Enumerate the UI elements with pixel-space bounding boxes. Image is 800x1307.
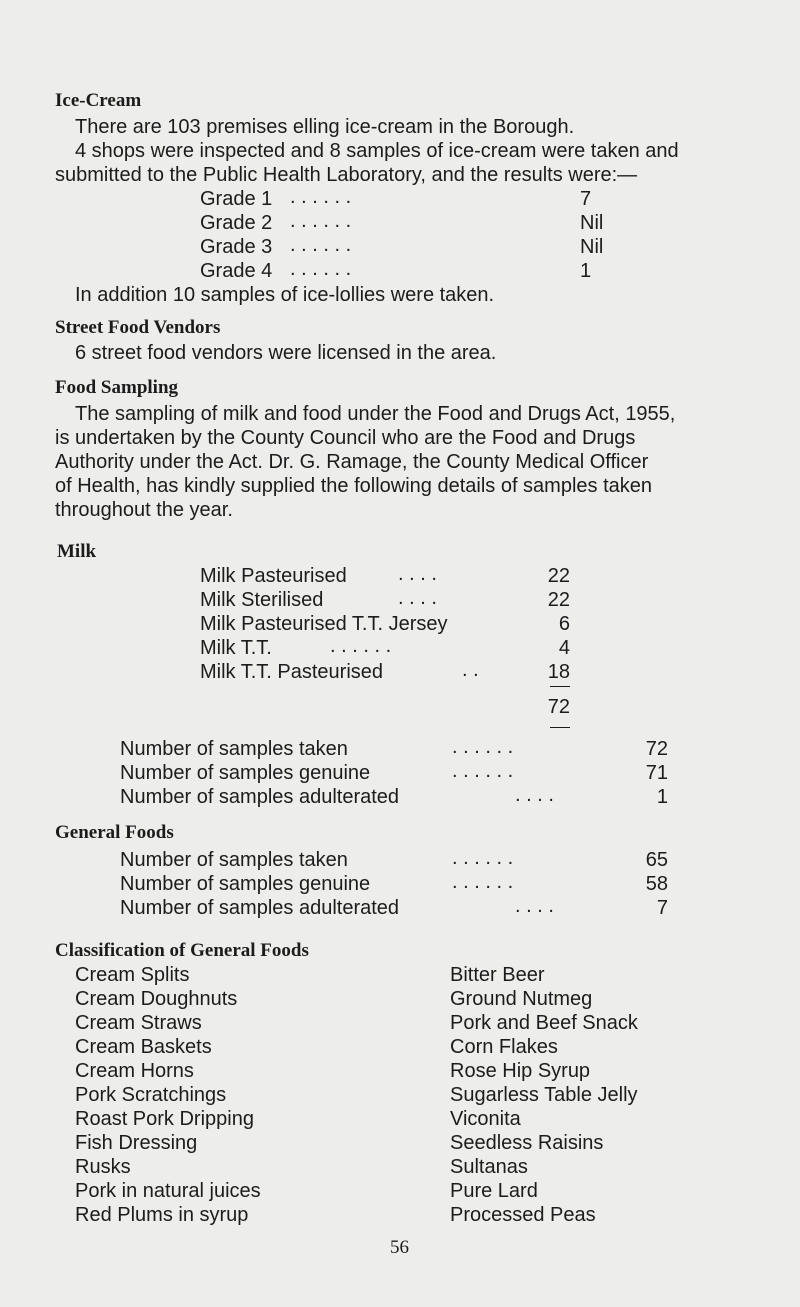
- grade-value: Nil: [580, 236, 604, 258]
- ice-cream-heading: Ice-Cream: [55, 90, 142, 111]
- milk-item-value: 4: [558, 637, 570, 659]
- leader-dots: . . . . . .: [452, 871, 514, 893]
- grade-label: Grade 3: [200, 236, 273, 258]
- leader-dots: . . . . . .: [330, 635, 392, 657]
- grade-value: 1: [580, 260, 592, 282]
- milk-summary-value: 71: [645, 762, 668, 784]
- general-summary-value: 65: [645, 849, 668, 871]
- list-item: Pork and Beef Snack: [450, 1012, 638, 1034]
- leader-dots: . . . . . .: [290, 258, 352, 280]
- leader-dots: . . . . . .: [290, 210, 352, 232]
- list-item: Pork in natural juices: [75, 1180, 261, 1202]
- street-food-heading: Street Food Vendors: [55, 317, 221, 338]
- ice-cream-line-3: submitted to the Public Health Laboratory, and the results were:—: [55, 164, 638, 186]
- grade-label: Grade 4: [200, 260, 273, 282]
- list-item: Viconita: [450, 1108, 521, 1130]
- milk-item-value: 22: [547, 589, 570, 611]
- food-sampling-line: is undertaken by the County Council who are the Food and Drugs: [55, 427, 636, 449]
- list-item: Pure Lard: [450, 1180, 538, 1202]
- milk-summary-value: 1: [656, 786, 668, 808]
- milk-item-value: 22: [547, 565, 570, 587]
- list-item: Ground Nutmeg: [450, 988, 593, 1010]
- general-foods-heading: General Foods: [55, 822, 174, 843]
- list-item: Roast Pork Dripping: [75, 1108, 254, 1130]
- sum-rule: [550, 727, 570, 728]
- list-item: Cream Horns: [75, 1060, 194, 1082]
- milk-heading: Milk: [57, 541, 97, 562]
- grade-label: Grade 2: [200, 212, 273, 234]
- leader-dots: . . . . . .: [452, 847, 514, 869]
- food-sampling-line: Authority under the Act. Dr. G. Ramage, the County Medical Officer: [55, 451, 649, 473]
- list-item: Pork Scratchings: [75, 1084, 227, 1106]
- general-summary-value: 7: [656, 897, 668, 919]
- list-item: Cream Doughnuts: [75, 988, 238, 1010]
- milk-item-label: Milk Pasteurised T.T. Jersey: [200, 613, 448, 635]
- ice-lollies-note: In addition 10 samples of ice-lollies were taken.: [75, 284, 495, 306]
- milk-summary-label: Number of samples adulterated: [120, 786, 400, 808]
- classification-heading: Classification of General Foods: [55, 940, 309, 961]
- leader-dots: . . . .: [515, 895, 554, 917]
- list-item: Corn Flakes: [450, 1036, 558, 1058]
- food-sampling-line: The sampling of milk and food under the Food and Drugs Act, 1955,: [75, 403, 676, 425]
- list-item: Rusks: [75, 1156, 131, 1178]
- leader-dots: . . . . . .: [290, 234, 352, 256]
- grade-value: Nil: [580, 212, 604, 234]
- grade-label: Grade 1: [200, 188, 273, 210]
- list-item: Fish Dressing: [75, 1132, 198, 1154]
- page-number: 56: [390, 1237, 409, 1258]
- general-summary-label: Number of samples adulterated: [120, 897, 400, 919]
- milk-item-value: 6: [558, 613, 570, 635]
- sum-rule: [550, 686, 570, 687]
- list-item: Bitter Beer: [450, 964, 545, 986]
- leader-dots: . . . .: [515, 784, 554, 806]
- list-item: Cream Baskets: [75, 1036, 212, 1058]
- milk-item-label: Milk Pasteurised: [200, 565, 347, 587]
- milk-summary-label: Number of samples taken: [120, 738, 348, 760]
- grade-value: 7: [580, 188, 592, 210]
- list-item: Sultanas: [450, 1156, 528, 1178]
- ice-cream-line-1: There are 103 premises elling ice-cream in the Borough.: [75, 116, 575, 138]
- general-summary-label: Number of samples taken: [120, 849, 348, 871]
- leader-dots: . . . .: [398, 587, 437, 609]
- leader-dots: . .: [462, 659, 479, 681]
- list-item: Seedless Raisins: [450, 1132, 604, 1154]
- street-food-text: 6 street food vendors were licensed in the area.: [75, 342, 497, 364]
- milk-item-label: Milk T.T.: [200, 637, 272, 659]
- leader-dots: . . . . . .: [290, 186, 352, 208]
- leader-dots: . . . . . .: [452, 736, 514, 758]
- general-summary-label: Number of samples genuine: [120, 873, 371, 895]
- list-item: Cream Splits: [75, 964, 190, 986]
- food-sampling-line: of Health, has kindly supplied the following details of samples taken: [55, 475, 653, 497]
- list-item: Cream Straws: [75, 1012, 202, 1034]
- list-item: Red Plums in syrup: [75, 1204, 249, 1226]
- milk-item-label: Milk Sterilised: [200, 589, 324, 611]
- milk-total: 72: [547, 696, 570, 718]
- milk-summary-value: 72: [645, 738, 668, 760]
- leader-dots: . . . .: [398, 563, 437, 585]
- milk-item-value: 18: [547, 661, 570, 683]
- general-summary-value: 58: [645, 873, 668, 895]
- leader-dots: . . . . . .: [452, 760, 514, 782]
- ice-cream-line-2: 4 shops were inspected and 8 samples of ice-cream were taken and: [75, 140, 679, 162]
- list-item: Processed Peas: [450, 1204, 596, 1226]
- milk-item-label: Milk T.T. Pasteurised: [200, 661, 384, 683]
- food-sampling-line: throughout the year.: [55, 499, 233, 521]
- milk-summary-label: Number of samples genuine: [120, 762, 371, 784]
- list-item: Rose Hip Syrup: [450, 1060, 591, 1082]
- list-item: Sugarless Table Jelly: [450, 1084, 638, 1106]
- food-sampling-heading: Food Sampling: [55, 377, 179, 398]
